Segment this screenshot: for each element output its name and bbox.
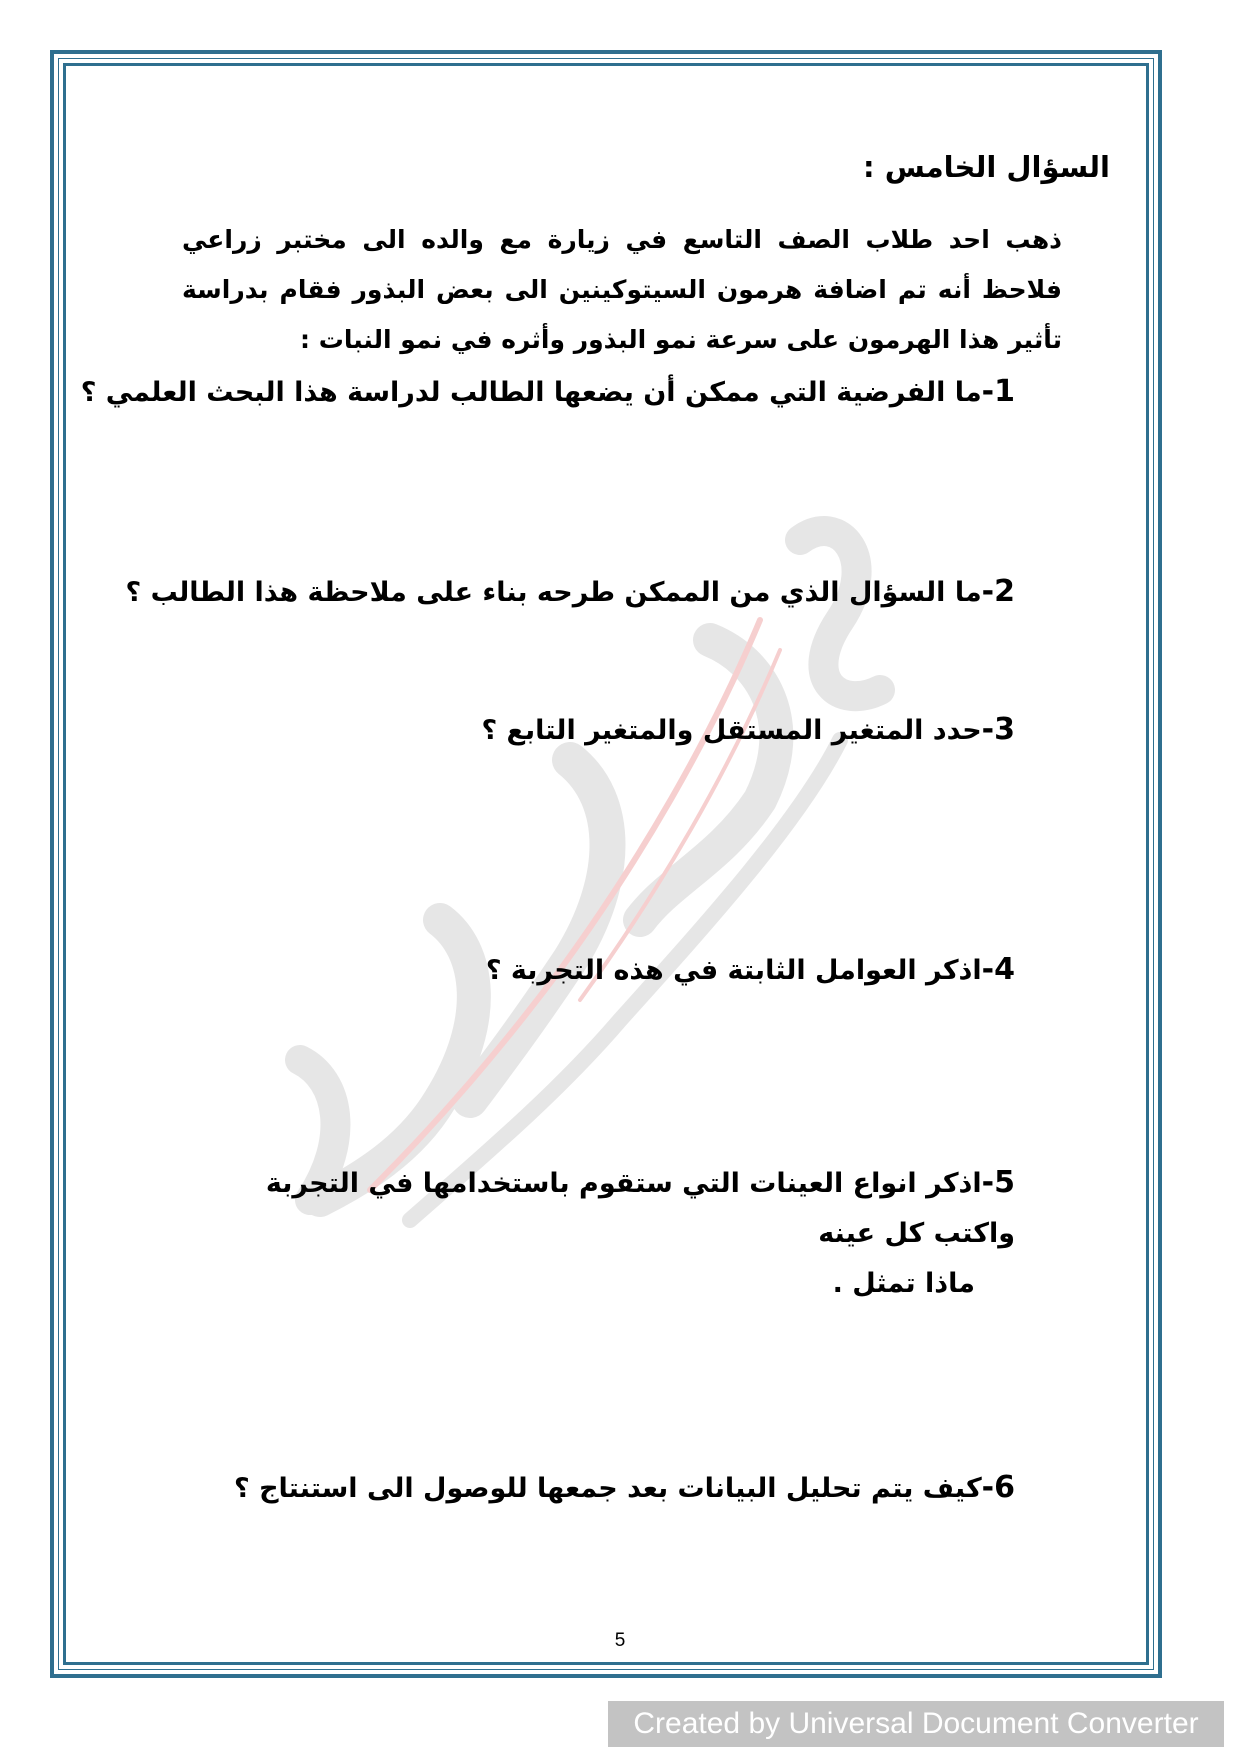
question-4 [486, 952, 1015, 987]
question-3-number: 3- [981, 712, 1015, 747]
question-2-text: ما السؤال الذي من الممكن طرحه بناء على ملاحظة هذا الطالب ؟ [125, 577, 982, 608]
question-5-number: 5- [981, 1165, 1015, 1200]
question-intro-paragraph: ذهب احد طلاب الصف التاسع في زيارة مع والده الى مختبر زراعي فلاحظ أنه تم اضافة هرمون السيتوكينين الى بعض البذور فقام بدراسة تأثير هذا الهرمون على سرعة نمو البذور وأثره في نمو النبات : [182, 225, 1062, 354]
question-4-text: اذكر العوامل الثابتة في هذه التجربة ؟ [485, 955, 982, 986]
question-6-text: كيف يتم تحليل البيانات بعد جمعها للوصول الى استنتاج ؟ [234, 1473, 982, 1504]
question-5-text-continued: ماذا تمثل . [832, 1268, 975, 1299]
question-1-number: 1- [981, 374, 1015, 409]
question-5 [205, 1158, 1015, 1309]
section-title: السؤال الخامس : [863, 150, 1110, 184]
question-5-text: اذكر انواع العينات التي ستقوم باستخدامها في التجربة واكتب كل عينه [265, 1168, 1015, 1249]
question-2-number: 2- [981, 574, 1015, 609]
question-4-number: 4- [981, 952, 1015, 987]
page-number: 5 [614, 1630, 626, 1651]
question-1-text: ما الفرضية التي ممكن أن يضعها الطالب لدراسة هذا البحث العلمي ؟ [80, 377, 982, 408]
question-3-text: حدد المتغير المستقل والمتغير التابع ؟ [481, 715, 982, 746]
question-3 [482, 712, 1016, 747]
question-1 [81, 374, 1015, 409]
converter-watermark-banner: Created by Universal Document Converter [608, 1701, 1224, 1747]
question-6 [234, 1470, 1015, 1505]
question-2 [126, 574, 1015, 609]
question-6-number: 6- [981, 1470, 1015, 1505]
